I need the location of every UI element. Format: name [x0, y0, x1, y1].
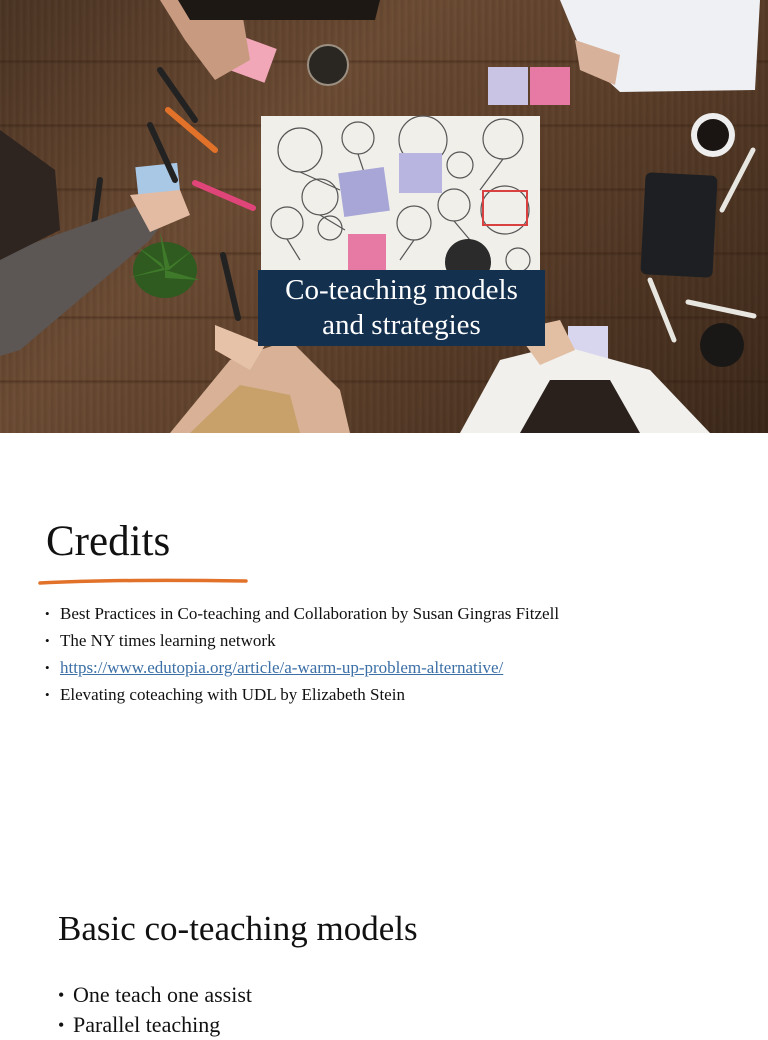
credit-text: The NY times learning network — [60, 631, 276, 650]
title-slide-photo — [0, 0, 768, 433]
models-title: Basic co-teaching models — [58, 909, 418, 948]
title-box — [258, 270, 545, 346]
tablet — [640, 172, 717, 278]
edutopia-link[interactable]: https://www.edutopia.org/article/a-warm-up-problem-alternative/ — [60, 658, 504, 677]
title-line-2: and strategies — [322, 309, 481, 341]
credits-title: Credits — [46, 518, 171, 565]
sticky-note — [530, 67, 570, 105]
list-item — [45, 627, 559, 654]
model-text: One teach one assist — [73, 982, 252, 1007]
sticky-note — [488, 67, 528, 105]
list-item — [58, 1010, 252, 1040]
coffee-cup — [691, 113, 735, 157]
list-item — [45, 681, 559, 708]
title-line-1: Co-teaching models — [285, 274, 518, 306]
list-item — [58, 980, 252, 1010]
list-item — [45, 600, 559, 627]
models-list — [58, 980, 252, 1040]
model-text: Parallel teaching — [73, 1012, 221, 1037]
photo-illustration — [0, 0, 768, 433]
credit-text: Elevating coteaching with UDL by Elizabeth Stein — [60, 685, 405, 704]
mind-map-poster — [261, 116, 540, 285]
title-underline — [38, 577, 250, 587]
jar — [700, 323, 744, 367]
list-item — [45, 654, 559, 681]
credits-list — [45, 600, 559, 708]
glass-jar — [308, 45, 348, 85]
credit-text: Best Practices in Co-teaching and Collaboration by Susan Gingras Fitzell — [60, 604, 560, 623]
